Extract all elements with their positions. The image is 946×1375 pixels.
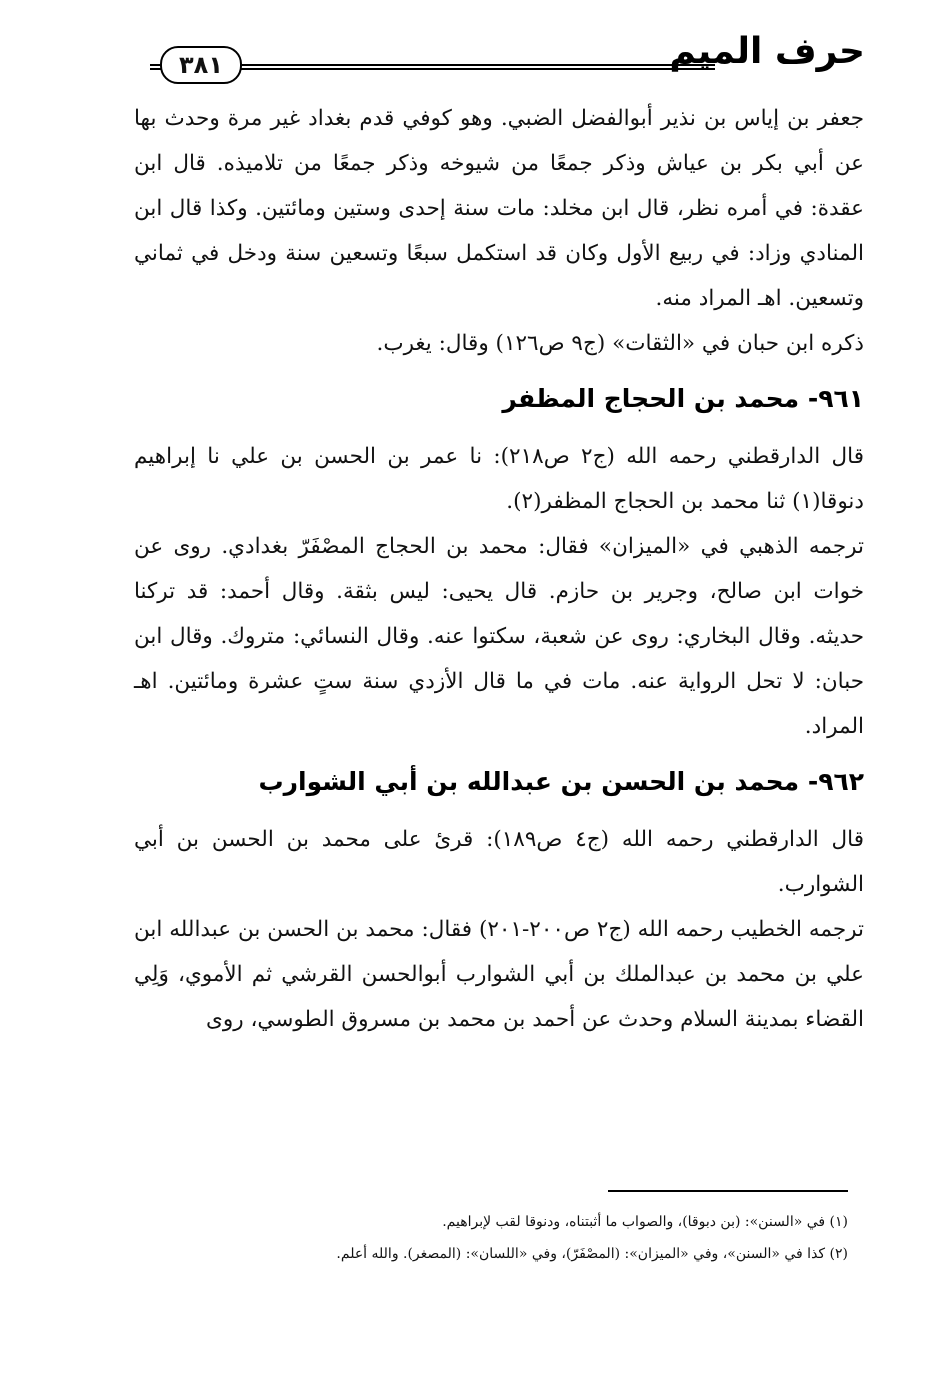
footnote: (٢) كذا في «السنن»، وفي «الميزان»: (المصْفَرّ)، وفي «اللسان»: (المصغر). والله أعلم. — [336, 1246, 848, 1262]
paragraph: ذكره ابن حبان في «الثقات» (ج٩ ص١٢٦) وقال: يغرب. — [376, 331, 864, 356]
paragraph: قال الدارقطني رحمه الله (ج٢ ص٢١٨): نا عمر بن الحسن بن علي نا إبراهيم دنوقا(١) ثنا محمد بن الحجاج المظفر(٢). — [134, 444, 864, 514]
entry-heading: ٩٦٢- محمد بن الحسن بن عبدالله بن أبي الشوارب — [258, 767, 864, 796]
footnote-divider — [608, 1190, 848, 1192]
chapter-title: حرف الميم — [669, 31, 865, 72]
paragraph: جعفر بن إياس بن نذير أبوالفضل الضبي. وهو كوفي قدم بغداد غير مرة وحدث بها عن أبي بكر بن عياش وذكر جمعًا من شيوخه وذكر جمعًا من تلاميذه. قال ابن عقدة: في أمره نظر، قال ابن مخلد: مات سنة إحدى وستين ومائتين. وكذا قال ابن المنادي وزاد: في ربيع الأول وكان قد استكمل سبعًا وتسعين سنة ودخل في ثماني وتسعين. اهـ المراد منه. — [134, 106, 864, 311]
page-header — [140, 30, 865, 80]
entry-heading: ٩٦١- محمد بن الحجاج المظفر — [502, 384, 864, 413]
paragraph: قال الدارقطني رحمه الله (ج٤ ص١٨٩): قرئ على محمد بن الحسن بن أبي الشوارب. — [134, 827, 865, 897]
main-content — [134, 96, 864, 1042]
footnotes — [300, 1206, 848, 1270]
footnote: (١) في «السنن»: (بن دبوقا)، والصواب ما أثبتناه، ودنوقا لقب لإبراهيم. — [442, 1214, 848, 1230]
page-number: ٣٨١ — [160, 46, 242, 84]
paragraph: ترجمه الخطيب رحمه الله (ج٢ ص٢٠٠-٢٠١) فقال: محمد بن الحسن بن عبدالله ابن علي بن محمد بن عبدالملك بن أبي الشوارب أبوالحسن القرشي ثم الأموي، وَلِي القضاء بمدينة السلام وحدث عن أحمد بن محمد بن مسروق الطوسي، روى — [134, 917, 864, 1032]
paragraph: ترجمه الذهبي في «الميزان» فقال: محمد بن الحجاج المصْفَرّ بغدادي. روى عن خوات ابن صالح، وجرير بن حازم. قال يحيى: ليس بثقة. وقال أحمد: قد تركنا حديثه. وقال البخاري: روى عن شعبة، سكتوا عنه. وقال النسائي: متروك. وقال ابن حبان: لا تحل الرواية عنه. مات في ما قال الأزدي سنة ستٍ عشرة ومائتين. اهـ المراد. — [134, 534, 864, 739]
